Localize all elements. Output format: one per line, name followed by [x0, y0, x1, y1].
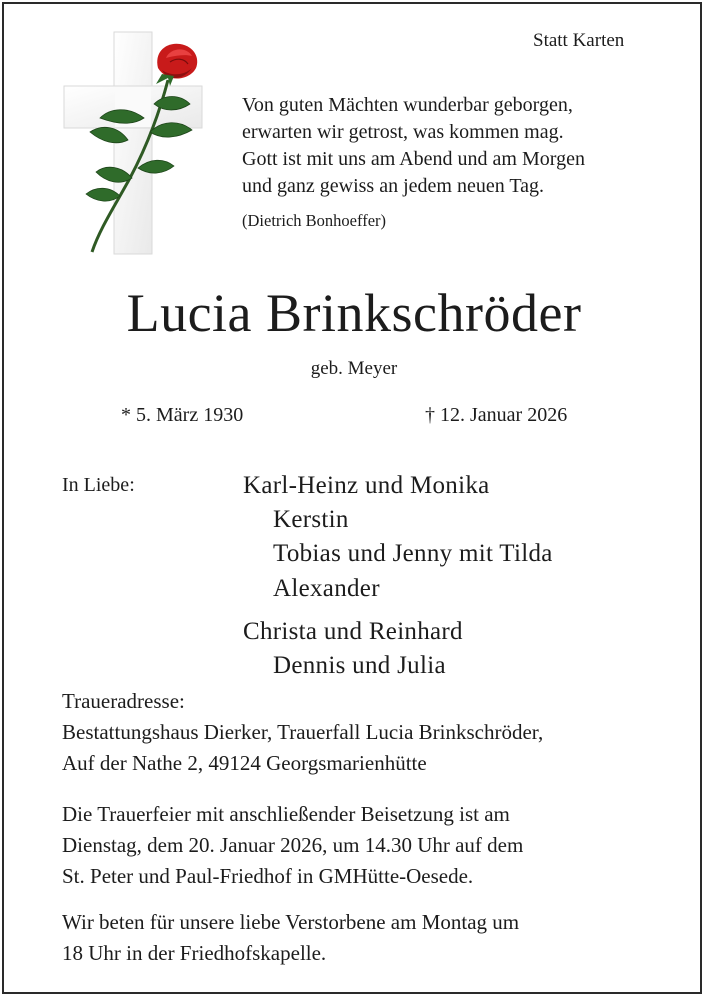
statt-karten-label: Statt Karten — [533, 30, 625, 51]
mourner-line-2: Kerstin — [273, 506, 349, 533]
quote-line-3: Gott ist mit uns am Abend und am Morgen — [242, 148, 585, 170]
mourner-line-5: Christa und Reinhard — [243, 618, 463, 645]
deceased-name: Lucia Brinkschröder — [126, 283, 582, 343]
service-line-2: Dienstag, dem 20. Januar 2026, um 14.30 Uhr auf dem — [62, 833, 524, 857]
address-line-2: Auf der Nathe 2, 49124 Georgsmarienhütte — [62, 751, 427, 775]
quote-line-1: Von guten Mächten wunderbar geborgen, — [242, 94, 573, 116]
address-label: Traueradresse: — [62, 689, 185, 713]
address-line-1: Bestattungshaus Dierker, Trauerfall Lucia Brinkschröder, — [62, 720, 544, 744]
mourners-label: In Liebe: — [62, 474, 135, 496]
prayer-line-1: Wir beten für unsere liebe Verstorbene am Montag um — [62, 910, 520, 934]
mourner-line-6: Dennis und Julia — [273, 652, 446, 679]
mourner-line-4: Alexander — [273, 575, 380, 602]
quote-author: (Dietrich Bonhoeffer) — [242, 211, 387, 230]
quote-line-2: erwarten wir getrost, was kommen mag. — [242, 121, 564, 143]
service-line-1: Die Trauerfeier mit anschließender Beisetzung ist am — [62, 802, 510, 826]
mourner-line-1: Karl-Heinz und Monika — [243, 472, 490, 499]
quote-line-4: und ganz gewiss an jedem neuen Tag. — [242, 175, 545, 197]
cross-with-rose-icon — [58, 28, 208, 256]
rose-bloom — [156, 44, 197, 86]
prayer-line-2: 18 Uhr in der Friedhofskapelle. — [62, 941, 327, 965]
maiden-name: geb. Meyer — [310, 358, 398, 379]
birth-date: * 5. März 1930 — [121, 404, 244, 426]
death-date: † 12. Januar 2026 — [425, 404, 568, 426]
mourner-line-3: Tobias und Jenny mit Tilda — [273, 540, 553, 567]
service-line-3: St. Peter und Paul-Friedhof in GMHütte-Oesede. — [62, 864, 474, 888]
